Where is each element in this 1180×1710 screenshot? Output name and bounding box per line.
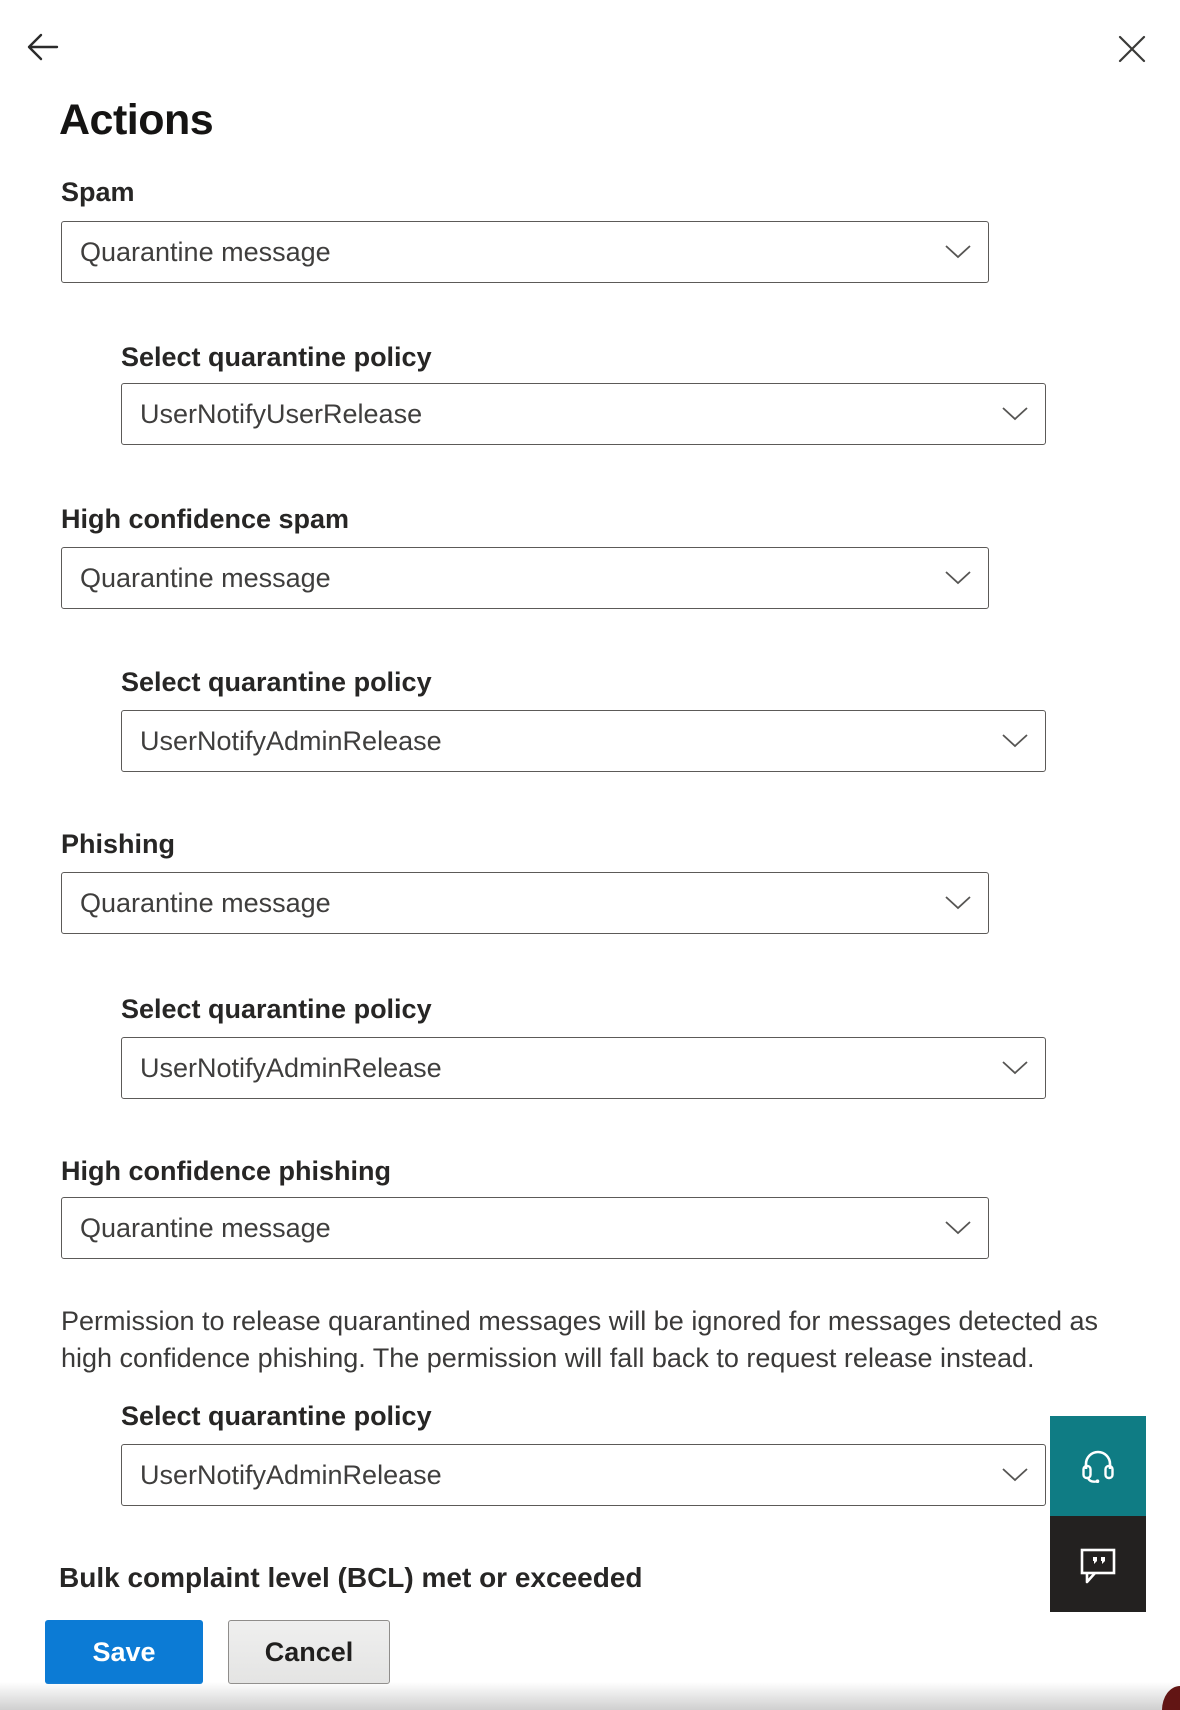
bulk-complaint-heading-text: Bulk complaint level (BCL) met or exceeded (59, 1562, 643, 1593)
high-confidence-phishing-note: Permission to release quarantined messages will be ignored for messages detected as high confidence phishing. The permission will fall back to request release instead. (61, 1306, 1099, 1373)
chevron-down-icon (1002, 1468, 1028, 1482)
cancel-button[interactable]: Cancel (228, 1620, 390, 1684)
feedback-widget-button[interactable] (1050, 1516, 1146, 1612)
quarantine-policy-value-hcphishing: UserNotifyAdminRelease (140, 1459, 442, 1490)
quarantine-policy-label-spam: Select quarantine policy (121, 342, 432, 372)
chevron-down-icon (945, 571, 971, 585)
save-button[interactable]: Save (45, 1620, 203, 1684)
chevron-down-icon (945, 245, 971, 259)
back-button[interactable] (26, 31, 62, 63)
quarantine-policy-dropdown-hcspam[interactable] (121, 710, 1046, 772)
quarantine-policy-dropdown-hcphishing[interactable] (121, 1444, 1046, 1506)
chevron-down-icon (945, 1221, 971, 1235)
high-confidence-spam-action-dropdown[interactable] (61, 547, 989, 609)
chevron-down-icon (1002, 1061, 1028, 1075)
chevron-down-icon (1002, 407, 1028, 421)
phishing-action-value: Quarantine message (80, 887, 331, 918)
high-confidence-phishing-label: High confidence phishing (61, 1156, 391, 1186)
support-widget-button[interactable] (1050, 1416, 1146, 1516)
quarantine-policy-dropdown-spam[interactable] (121, 383, 1046, 445)
headset-icon (1077, 1445, 1119, 1487)
high-confidence-spam-label: High confidence spam (61, 504, 350, 534)
spam-label: Spam (61, 177, 135, 207)
high-confidence-phishing-action-value: Quarantine message (80, 1212, 331, 1243)
quarantine-policy-value-phishing: UserNotifyAdminRelease (140, 1052, 442, 1083)
spam-action-value: Quarantine message (80, 236, 331, 267)
quarantine-policy-label-hcphishing: Select quarantine policy (121, 1401, 432, 1431)
background-artifact (1162, 1686, 1180, 1710)
quarantine-policy-label-phishing: Select quarantine policy (121, 994, 432, 1024)
chat-icon (1075, 1543, 1121, 1585)
chevron-down-icon (1002, 734, 1028, 748)
chevron-down-icon (945, 896, 971, 910)
phishing-action-dropdown[interactable] (61, 872, 989, 934)
high-confidence-spam-action-value: Quarantine message (80, 562, 331, 593)
high-confidence-phishing-action-dropdown[interactable] (61, 1197, 989, 1259)
phishing-label: Phishing (61, 829, 175, 859)
quarantine-policy-label-hcspam: Select quarantine policy (121, 667, 432, 697)
arrow-left-icon (26, 32, 62, 62)
quarantine-policy-value-spam: UserNotifyUserRelease (140, 398, 423, 429)
quarantine-policy-dropdown-phishing[interactable] (121, 1037, 1046, 1099)
spam-action-dropdown[interactable] (61, 221, 989, 283)
bulk-complaint-heading-clipped (59, 1561, 819, 1594)
quarantine-policy-value-hcspam: UserNotifyAdminRelease (140, 725, 442, 756)
panel-bottom-shadow (0, 1682, 1180, 1710)
page-title: Actions (59, 96, 214, 144)
close-icon (1118, 35, 1148, 63)
close-button[interactable] (1118, 34, 1148, 64)
